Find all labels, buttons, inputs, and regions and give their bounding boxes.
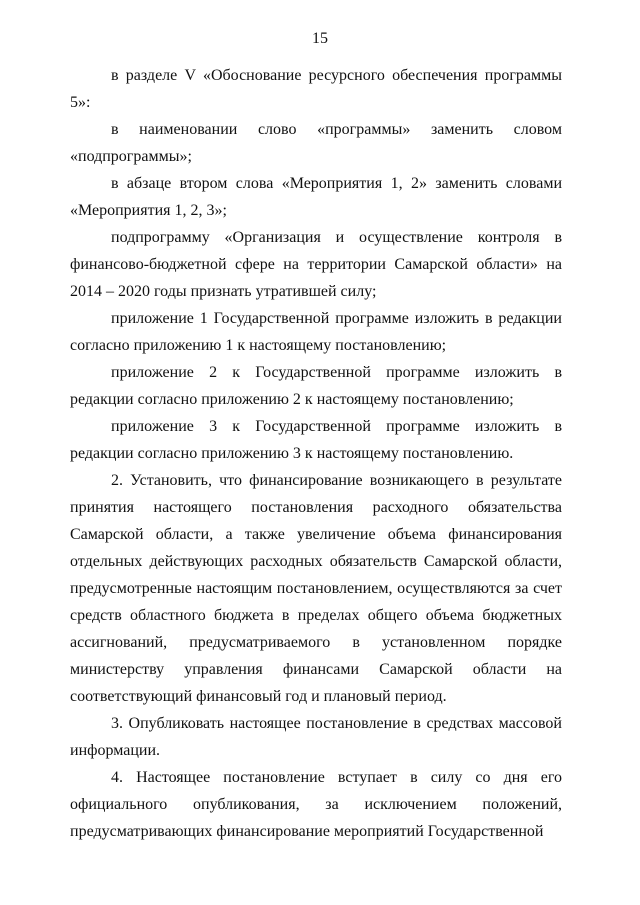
- paragraph-appendix-3: приложение 3 к Государственной программе изложить в редакции согласно приложению 3 к настоящему постановлению.: [70, 418, 562, 462]
- paragraph-item-2-financing: 2. Установить, что финансирование возникающего в результате принятия настоящего постановления расходного обязательства Самарской области, а также увеличение объема финансирования отдельных действующих расходных обязательств Самарской области, предусмотренные настоящим постановлением, осуществляются за счет средств областного бюджета в пределах общего объема бюджетных ассигнований, предусматриваемого в установленном порядке министерству управления финансами Самарской области на соответствующий финансовый год и плановый период.: [70, 472, 562, 705]
- paragraph-item-3-publish: 3. Опубликовать настоящее постановление в средствах массовой информации.: [70, 715, 562, 759]
- paragraph-appendix-2: приложение 2 к Государственной программе изложить в редакции согласно приложению 2 к настоящему постановлению;: [70, 364, 562, 408]
- paragraph-replace-activities: в абзаце втором слова «Мероприятия 1, 2» заменить словами «Мероприятия 1, 2, 3»;: [70, 175, 562, 219]
- paragraph-item-4-effective: 4. Настоящее постановление вступает в силу со дня его официального опубликования, за исключением положений, предусматривающих финансирование мероприятий Государственной: [70, 769, 562, 840]
- paragraph-section-v-heading: в разделе V «Обоснование ресурсного обеспечения программы 5»:: [70, 67, 562, 111]
- paragraph-appendix-1: приложение 1 Государственной программе изложить в редакции согласно приложению 1 к настоящему постановлению;: [70, 310, 562, 354]
- paragraph-subprogram-invalid: подпрограмму «Организация и осуществление контроля в финансово-бюджетной сфере на территории Самарской области» на 2014 – 2020 годы признать утратившей силу;: [70, 229, 562, 300]
- document-body: [70, 62, 562, 845]
- page-number: 15: [312, 30, 328, 47]
- paragraph-rename-word: в наименовании слово «программы» заменить словом «подпрограммы»;: [70, 121, 562, 165]
